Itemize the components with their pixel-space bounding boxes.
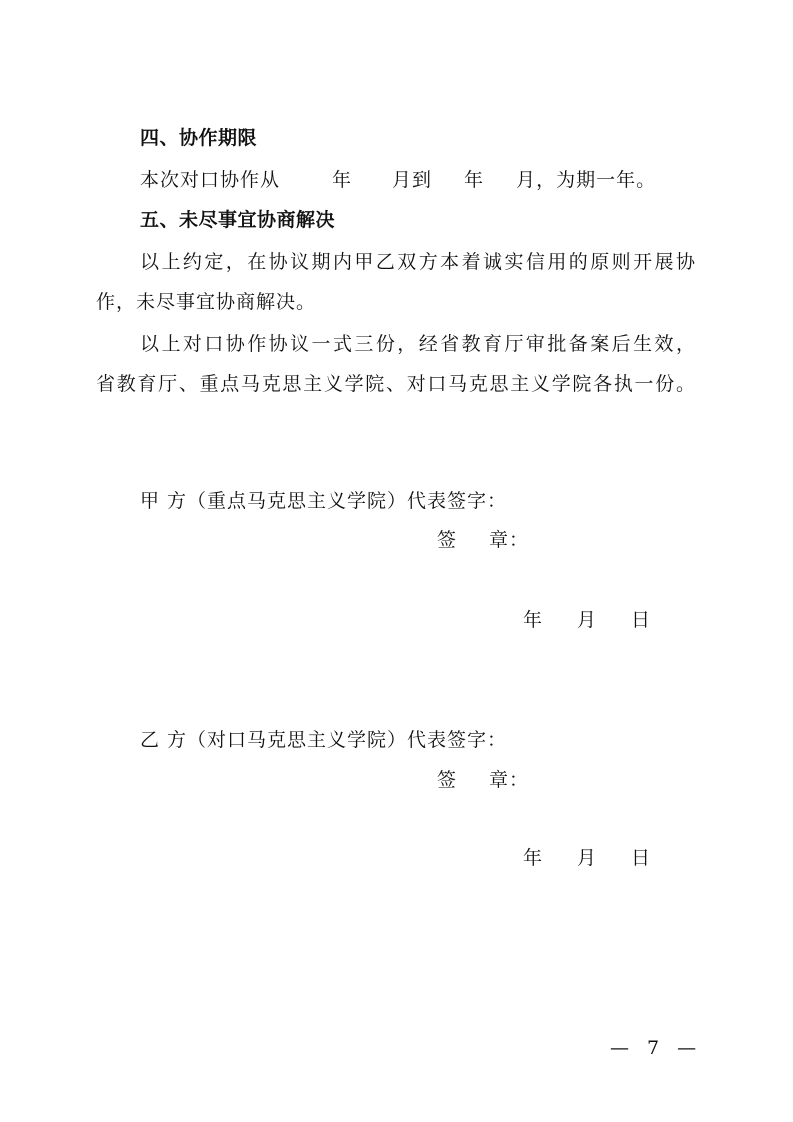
period-year-1: 年 — [332, 169, 353, 191]
party-a-signature-label: 甲 方（重点马克思主义学院）代表签字： — [140, 490, 508, 512]
period-suffix: 月，为期一年。 — [516, 169, 657, 191]
party-b-date-year: 年 — [523, 847, 544, 869]
period-prefix: 本次对口协作从 — [140, 169, 281, 191]
section-4-heading: 四、协作期限 — [140, 127, 258, 149]
party-a-seal-char-1: 签 — [437, 529, 458, 551]
party-a-date-month: 月 — [577, 609, 598, 631]
party-b-signature-label: 乙 方（对口马克思主义学院）代表签字： — [140, 729, 508, 751]
paragraph-2-line-2: 省教育厅、重点马克思主义学院、对口马克思主义学院各执一份。 — [96, 373, 696, 395]
party-b-seal-char-2: 章： — [489, 769, 530, 791]
party-a-date-day: 日 — [631, 609, 652, 631]
paragraph-1-line-1: 以上约定，在协议期内甲乙双方本着诚实信用的原则开展协 — [140, 251, 696, 273]
paragraph-2-line-1: 以上对口协作协议一式三份，经省教育厅审批备案后生效， — [140, 333, 696, 355]
party-a-seal-char-2: 章： — [489, 529, 530, 551]
period-line — [140, 168, 656, 192]
party-a-date-line — [523, 608, 651, 632]
party-b-date-day: 日 — [631, 847, 652, 869]
party-b-date-month: 月 — [577, 847, 598, 869]
party-b-seal-line — [437, 768, 529, 792]
party-a-seal-line — [437, 528, 529, 552]
period-month-to: 月到 — [392, 169, 433, 191]
party-b-date-line — [523, 846, 651, 870]
party-b-seal-char-1: 签 — [437, 769, 458, 791]
section-5-heading: 五、未尽事宜协商解决 — [140, 209, 336, 231]
party-a-date-year: 年 — [523, 609, 544, 631]
period-year-2: 年 — [464, 169, 485, 191]
paragraph-1-line-2: 作，未尽事宜协商解决。 — [96, 291, 317, 313]
page-number: — 7 — — [610, 1037, 703, 1059]
